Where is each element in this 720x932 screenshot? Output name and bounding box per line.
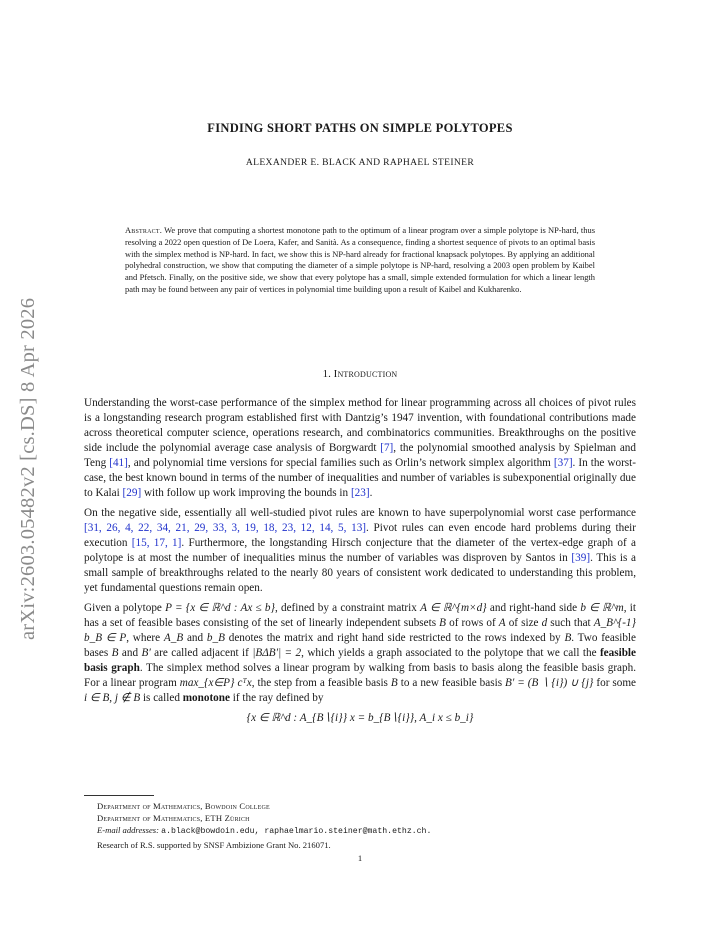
text-run: , it has a set of feasible bases consisting of the set of linearly independent subsets [84,602,636,629]
citation-link[interactable]: [29] [122,487,142,499]
math-inline: b ∈ ℝ^m [580,602,624,614]
text-run: On the negative side, essentially all well-studied pivot rules are known to have superpolynomial worst case performance [84,507,636,519]
email-addresses[interactable]: a.black@bowdoin.edu, raphaelmario.steiner@math.ethz.ch. [161,827,432,837]
text-run: Given a polytope [84,602,166,614]
text-run: . Pivot rules can even encode hard problems during their execution [84,522,637,549]
citation-link[interactable]: [7] [380,442,394,454]
citation-link[interactable]: [15, 17, 1] [131,537,182,549]
text-run: for some [593,677,637,689]
text-run: . Furthermore, the longstanding Hirsch conjecture that the diameter of the vertex-edge graph of a polytope is at most the number of inequalities minus the number of variables was disproven by Santos in [84,537,636,564]
math-inline: max_{x∈P} cᵀx [179,677,252,689]
math-inline: A_B^{-1} b_B ∈ P [84,617,636,644]
text-run: and right-hand side [486,602,581,614]
paragraph-1 [84,396,636,501]
body-text [84,396,636,731]
abstract [125,225,595,296]
text-run: with follow up work improving the bounds in [141,487,351,499]
footnote-rule [84,795,154,796]
abstract-label: Abstract. [125,225,163,235]
text-run: . In the worst-case, the best known bound in terms of the number of inequalities and number of variables is subexponential originally due to Kalai [84,457,636,499]
text-run: , and polynomial time versions for special families such as Orlin’s network simplex algorithm [127,457,554,469]
citation-link[interactable]: [41] [109,457,128,469]
abstract-text: We prove that computing a shortest monotone path to the optimum of a linear program over a simple polytope is NP-hard, thus resolving a 2022 open question of De Loera, Kafer, and Sanità. As a consequence, finding a shortest sequence of pivots to an optimal basis with the simplex method is NP-hard. In fact, we show this is NP-hard already for fractional knapsack polytopes. By applying an additional polyhedral construction, we show that computing the diameter of a simple polytope is NP-hard, resolving a 2003 open problem by Kaibel and Pfetsch. Finally, on the positive side, we show that every polytope has a small, simple extended formulation for which a linear length path may be found between any pair of vertices in polynomial time building upon a result of Kaibel and Kukharenko. [125,225,595,294]
text-run: to a new feasible basis [397,677,506,689]
citation-link[interactable]: [31, 26, 4, 22, 34, 21, 29, 33, 3, 19, 18, 23, 12, 14, 5, 13] [84,522,367,534]
text-run: are called adjacent if [150,647,253,659]
text-run: of size [505,617,542,629]
paragraph-2 [84,506,636,596]
math-inline: A_B [163,632,184,644]
math-inline: B [390,677,398,689]
email-line [97,824,637,838]
text-run: . The simplex method solves a linear program by walking from basis to basis along the feasible basis graph. For a linear program [84,662,637,689]
paper-authors: ALEXANDER E. BLACK AND RAPHAEL STEINER [245,157,475,168]
text-run: , defined by a constraint matrix [274,602,421,614]
math-inline: B′ = (B ∖ {i}) ∪ {j} [505,677,594,689]
citation-link[interactable]: [39] [571,552,591,564]
math-display: {x ∈ ℝ^d : A_{B∖{i}} x = b_{B∖{i}}, A_i x ≤ b_i} [246,712,474,724]
defined-term: monotone [182,692,230,704]
math-inline: P = {x ∈ ℝ^d : Ax ≤ b} [165,602,275,614]
math-inline: B [111,647,119,659]
arxiv-identifier-stamp: arXiv:2603.05482v2 [cs.DS] 8 Apr 2026 [17,297,39,640]
page-number: 1 [357,853,363,863]
text-run: of rows of [446,617,499,629]
text-run: such that [547,617,594,629]
text-run: and [183,632,207,644]
section-heading [84,368,636,380]
email-label-colon: : [156,825,159,836]
text-run: is called [140,692,183,704]
text-run: , which yields a graph associated to the polytope that we call the [301,647,600,659]
citation-link[interactable]: [23] [350,487,370,499]
text-run: . Two feasible bases [84,632,636,659]
text-run: Understanding the worst-case performance of the simplex method for linear programming across all choices of pivot rules is a longstanding research program established first with Dantzig’s 1947 invention, with foundational contributions made across theoretical computer science, operations research, and combinatorics communities. Breakthroughs on the positive side include the polynomial average case analysis of Borgwardt [84,397,636,454]
affiliation-1: Department of Mathematics, Bowdoin College [97,801,270,811]
citation-link[interactable]: [37] [553,457,573,469]
text-run: , the step from a feasible basis [251,677,391,689]
math-inline: d [541,617,548,629]
math-inline: A ∈ ℝ^{m×d} [420,602,487,614]
funding-note: Research of R.S. supported by SNSF Ambizione Grant No. 216071. [97,839,331,850]
text-run: denotes the matrix and right hand side restricted to the rows indexed by [224,632,565,644]
defined-term: feasible basis graph [84,647,636,674]
text-run: . [369,487,373,499]
text-run: , the polynomial smoothed analysis by Spielman and Teng [84,442,636,469]
math-inline: B [439,617,447,629]
paper-title: FINDING SHORT PATHS ON SIMPLE POLYTOPES [207,121,513,135]
display-equation [84,711,636,726]
math-inline: A [498,617,506,629]
math-inline: B′ [141,647,151,659]
section-title: Introduction [333,368,398,380]
paragraph-3 [84,601,636,706]
text-run: and [118,647,142,659]
footnotes [97,800,637,851]
math-inline: |BΔB′| = 2 [252,647,302,659]
math-inline: i ∈ B, j ∉ B [84,692,141,704]
text-run: if the ray defined by [229,692,324,704]
math-inline: b_B [206,632,225,644]
text-run: . This is a small sample of breakthroughs related to the nearly 80 years of consistent work dedicated to understanding this problem, yet fundamental questions remain open. [84,552,636,594]
math-inline: B [564,632,572,644]
section-number: 1. [322,368,331,380]
affiliation-2: Department of Mathematics, ETH Zürich [97,813,250,824]
email-label: E-mail addresses [97,825,157,836]
text-run: , where [126,632,164,644]
